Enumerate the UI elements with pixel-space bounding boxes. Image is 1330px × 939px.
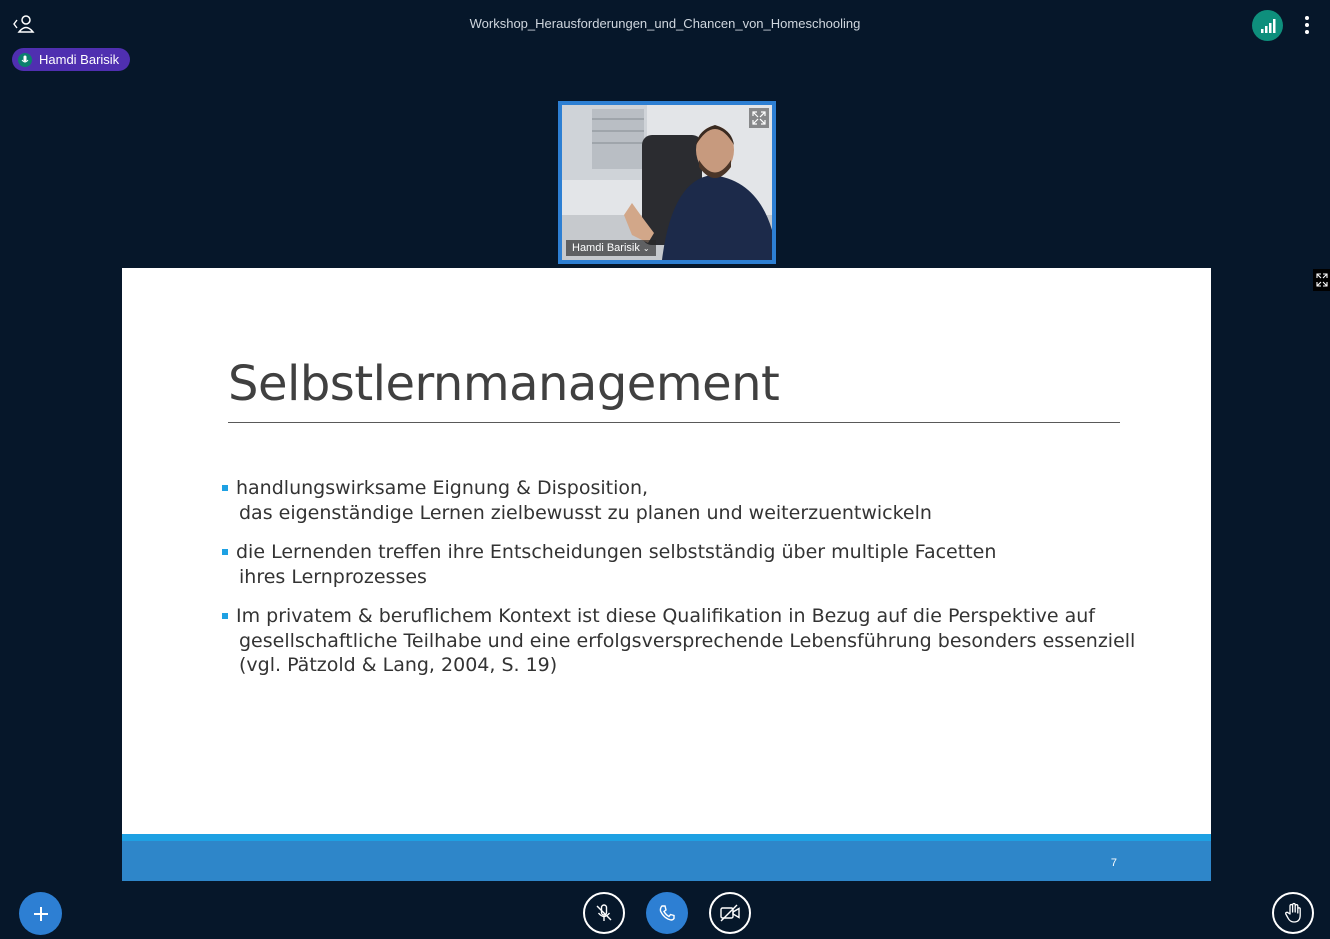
chevron-down-icon: ⌄ (642, 244, 650, 253)
slide-footer-stripe (122, 834, 1211, 841)
talker-name: Hamdi Barisik (39, 52, 120, 67)
webcam-image (562, 105, 772, 260)
bullet-line: (vgl. Pätzold & Lang, 2004, S. 19) (239, 654, 558, 676)
video-off-icon (719, 903, 741, 923)
webcam-user-name: Hamdi Barisik (572, 242, 640, 254)
slide-page-number: 7 (1110, 857, 1117, 869)
bullet-item (222, 604, 1182, 678)
presentation-fullscreen-button[interactable] (1313, 269, 1330, 291)
connection-status-button[interactable] (1252, 10, 1283, 41)
bullet-line: ihres Lernprozesses (239, 565, 427, 588)
fullscreen-icon (1313, 269, 1330, 291)
plus-icon (31, 904, 51, 924)
fullscreen-icon (749, 108, 769, 128)
talking-indicator[interactable] (12, 48, 130, 71)
raise-hand-button[interactable] (1272, 892, 1314, 934)
bullet-item (222, 476, 1182, 525)
bullet-line: handlungswirksame Eignung & Disposition, (236, 477, 649, 499)
slide-footer (122, 841, 1211, 881)
leave-audio-button[interactable] (646, 892, 688, 934)
microphone-icon (18, 53, 32, 67)
share-webcam-button[interactable] (709, 892, 751, 934)
phone-icon (657, 903, 677, 923)
vertical-dots-icon (1299, 13, 1315, 37)
actions-button[interactable] (19, 892, 62, 935)
bullet-item (222, 540, 1182, 589)
bullet-line: das eigenständige Lernen zielbewusst zu planen und weiterzuentwickeln (239, 501, 932, 524)
bullet-line: gesellschaftliche Teilhabe und eine erfolgsversprechende Lebensführung besonders essenziell (239, 629, 1136, 652)
presentation-slide (122, 268, 1211, 881)
hand-icon (1283, 902, 1303, 924)
slide-title: Selbstlernmanagement (228, 356, 780, 412)
mute-button[interactable] (583, 892, 625, 934)
meeting-title: Workshop_Herausforderungen_und_Chancen_von_Homeschooling (469, 16, 861, 31)
microphone-muted-icon (594, 903, 614, 923)
bullet-line: Im privatem & beruflichem Kontext ist diese Qualifikation in Bezug auf die Perspektive auf (236, 605, 1095, 627)
more-options-button[interactable] (1299, 13, 1315, 37)
webcam-user-label[interactable] (566, 240, 656, 256)
slide-bullet-list (222, 476, 1182, 693)
signal-bars-icon (1260, 18, 1276, 34)
bullet-line: die Lernenden treffen ihre Entscheidungen selbstständig über multiple Facetten (236, 541, 997, 563)
webcam-video[interactable] (558, 101, 776, 264)
title-divider (228, 422, 1120, 423)
webcam-fullscreen-button[interactable] (749, 108, 769, 128)
